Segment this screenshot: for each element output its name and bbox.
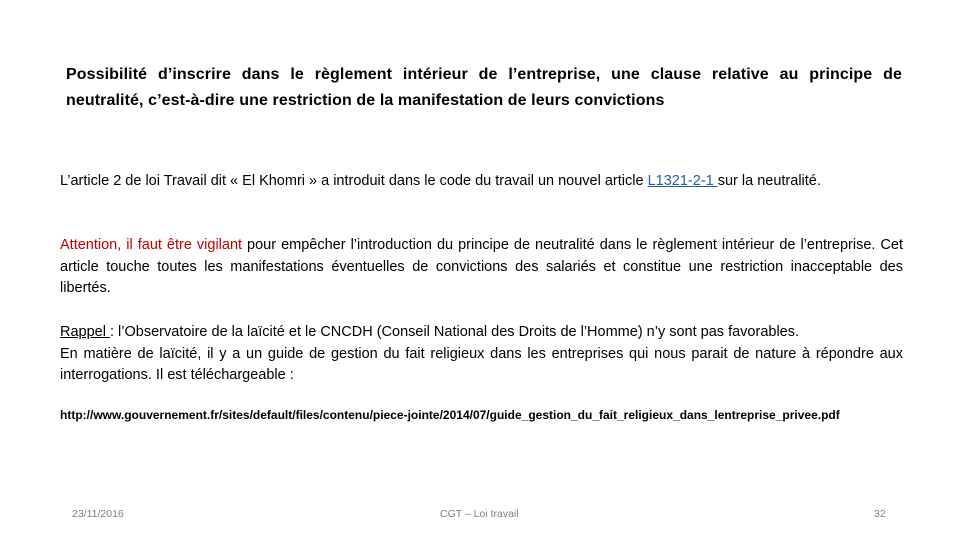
page-number: 32 <box>874 508 886 520</box>
paragraph-article <box>60 171 903 193</box>
slide-title: Possibilité d’inscrire dans le règlement intérieur de l’entreprise, une clause relative au principe de neutralité, c’est-à-dire une restriction de la manifestation de leurs convictions <box>66 66 902 109</box>
footer-title: CGT – Loi travail <box>440 508 519 520</box>
attention-highlight: Attention, il faut être vigilant <box>60 237 243 253</box>
article-link[interactable]: L1321-2-1 <box>647 173 718 189</box>
article-text-after: sur la neutralité. <box>717 173 821 189</box>
laicite-text: En matière de laïcité, il y a un guide de gestion du fait religieux dans les entreprises qui nous parait de nature à répondre aux interrogations. Il est téléchargeable : <box>60 345 903 383</box>
rappel-line <box>60 322 903 344</box>
article-text-before: L’article 2 de loi Travail dit « El Khomri » a introduit dans le code du travail un nouvel article <box>60 173 648 189</box>
rappel-label: Rappel <box>60 324 110 340</box>
footer-date: 23/11/2016 <box>72 508 124 520</box>
paragraph-rappel <box>60 322 903 387</box>
attention-text: pour empêcher l’introduction du principe de neutralité dans le règlement intérieur de l’entreprise. Cet article touche toutes les manifestations éventuelles de convictions des salariés et constitue une restriction inacceptable des libertés. <box>60 237 903 296</box>
paragraph-attention <box>60 235 903 300</box>
guide-url-link[interactable]: http://www.gouvernement.fr/sites/default/files/contenu/piece-jointe/2014/07/guide_gestion_du_fait_religieux_dans_lentreprise_privee.pdf <box>60 408 840 422</box>
rappel-text: : l’Observatoire de la laïcité et le CNCDH (Conseil National des Droits de l’Homme) n’y sont pas favorables. <box>109 324 800 340</box>
